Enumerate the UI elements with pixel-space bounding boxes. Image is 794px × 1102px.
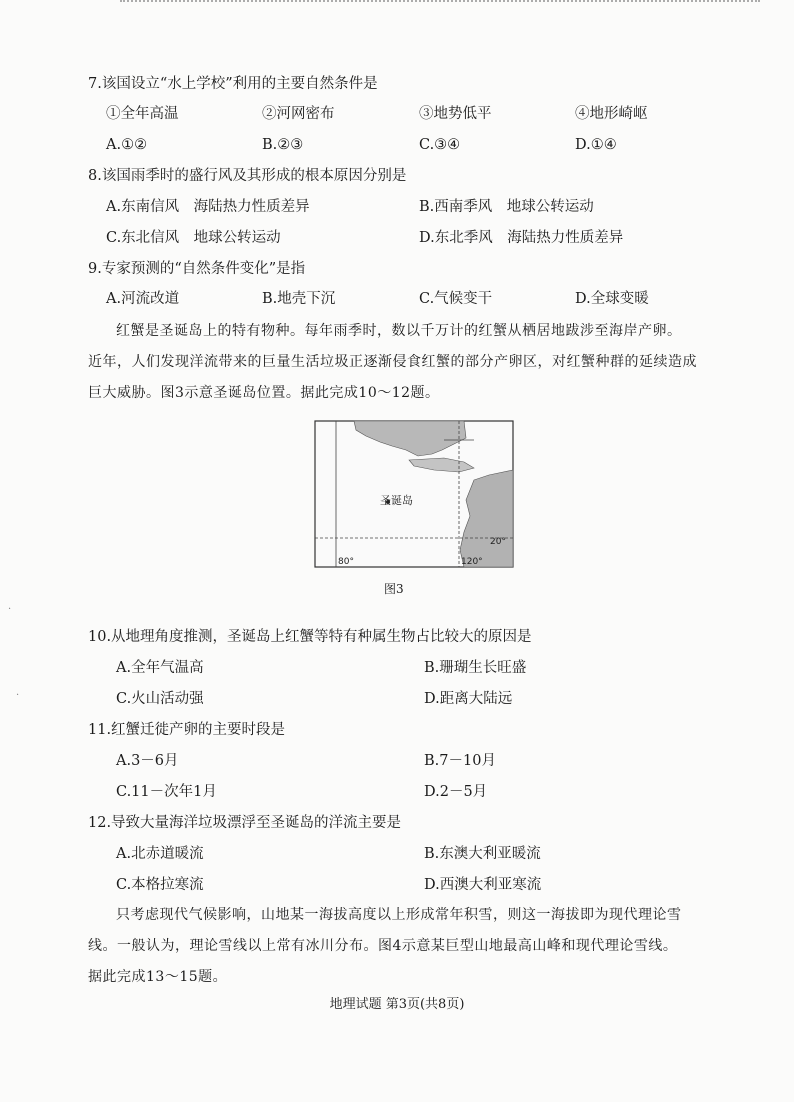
q10-option-c: C.火山活动强 (116, 691, 204, 707)
latitude-20-label: 20° (490, 537, 506, 547)
question-11-stem: 11.红蟹迁徙产卵的主要时段是 (88, 722, 286, 738)
longitude-120-label: 120° (461, 557, 483, 567)
figure-3-map (314, 420, 514, 568)
q7-option-a: A.①② (106, 137, 148, 153)
passage-1-line-2: 近年，人们发现洋流带来的巨量生活垃圾正逐渐侵食红蟹的部分产卵区，对红蟹种群的延续造成 (88, 354, 697, 370)
figure-3-caption: 图3 (384, 582, 404, 596)
passage-2-line-3: 据此完成13～15题。 (88, 969, 228, 985)
q12-option-d: D.西澳大利亚寒流 (424, 877, 542, 893)
longitude-80-label: 80° (338, 557, 354, 567)
map-svg (314, 420, 514, 568)
q7-option-b: B.②③ (262, 137, 304, 153)
question-10-stem: 10.从地理角度推测，圣诞岛上红蟹等特有种属生物占比较大的原因是 (88, 629, 532, 645)
q8-option-b: B.西南季风 地球公转运动 (419, 199, 594, 215)
q11-option-a: A.3－6月 (116, 753, 179, 769)
passage-2-line-2: 线。一般认为，理论雪线以上常有冰川分布。图4示意某巨型山地最高山峰和现代理论雪线。 (88, 938, 678, 954)
q11-option-d: D.2－5月 (424, 784, 488, 800)
q9-option-d: D.全球变暖 (575, 291, 649, 307)
passage-snowline (88, 900, 728, 993)
passage-1-line-1: 红蟹是圣诞岛上的特有物种。每年雨季时，数以千万计的红蟹从栖居地跋涉至海岸产卵。 (116, 323, 682, 339)
q7-item-1: ①全年高温 (106, 106, 179, 122)
island-label: 圣诞岛 (380, 494, 413, 507)
question-7-stem: 7.该国设立“水上学校”利用的主要自然条件是 (88, 76, 378, 92)
q10-option-a: A.全年气温高 (116, 660, 204, 676)
q9-option-b: B.地壳下沉 (262, 291, 336, 307)
q11-option-c: C.11－次年1月 (116, 784, 217, 800)
q10-option-b: B.珊瑚生长旺盛 (424, 660, 527, 676)
q8-option-a: A.东南信风 海陆热力性质差异 (106, 199, 310, 215)
q11-option-b: B.7－10月 (424, 753, 496, 769)
scan-speck: · (16, 690, 20, 701)
q7-item-3: ③地势低平 (419, 106, 492, 122)
passage-2-line-1: 只考虑现代气候影响，山地某一海拔高度以上形成常年积雪，则这一海拔即为现代理论雪 (116, 907, 682, 923)
q12-option-c: C.本格拉寒流 (116, 877, 204, 893)
top-scan-border (120, 0, 760, 8)
passage-red-crab (88, 316, 728, 409)
q7-option-d: D.①④ (575, 137, 617, 153)
passage-1-line-3: 巨大威胁。图3示意圣诞岛位置。据此完成10～12题。 (88, 385, 440, 401)
scan-speck: · (8, 604, 12, 615)
q8-option-c: C.东北信风 地球公转运动 (106, 230, 281, 246)
q7-item-2: ②河网密布 (262, 106, 335, 122)
page-footer: 地理试题 第3页(共8页) (329, 997, 465, 1012)
q9-option-c: C.气候变干 (419, 291, 493, 307)
question-9-stem: 9.专家预测的“自然条件变化”是指 (88, 261, 306, 277)
question-12-stem: 12.导致大量海洋垃圾漂浮至圣诞岛的洋流主要是 (88, 815, 402, 831)
q9-option-a: A.河流改道 (106, 291, 180, 307)
q10-option-d: D.距离大陆远 (424, 691, 513, 707)
q12-option-b: B.东澳大利亚暖流 (424, 846, 541, 862)
q7-item-4: ④地形崎岖 (575, 106, 648, 122)
q7-option-c: C.③④ (419, 137, 461, 153)
q12-option-a: A.北赤道暖流 (116, 846, 204, 862)
q8-option-d: D.东北季风 海陆热力性质差异 (419, 230, 624, 246)
question-8-stem: 8.该国雨季时的盛行风及其形成的根本原因分别是 (88, 168, 407, 184)
